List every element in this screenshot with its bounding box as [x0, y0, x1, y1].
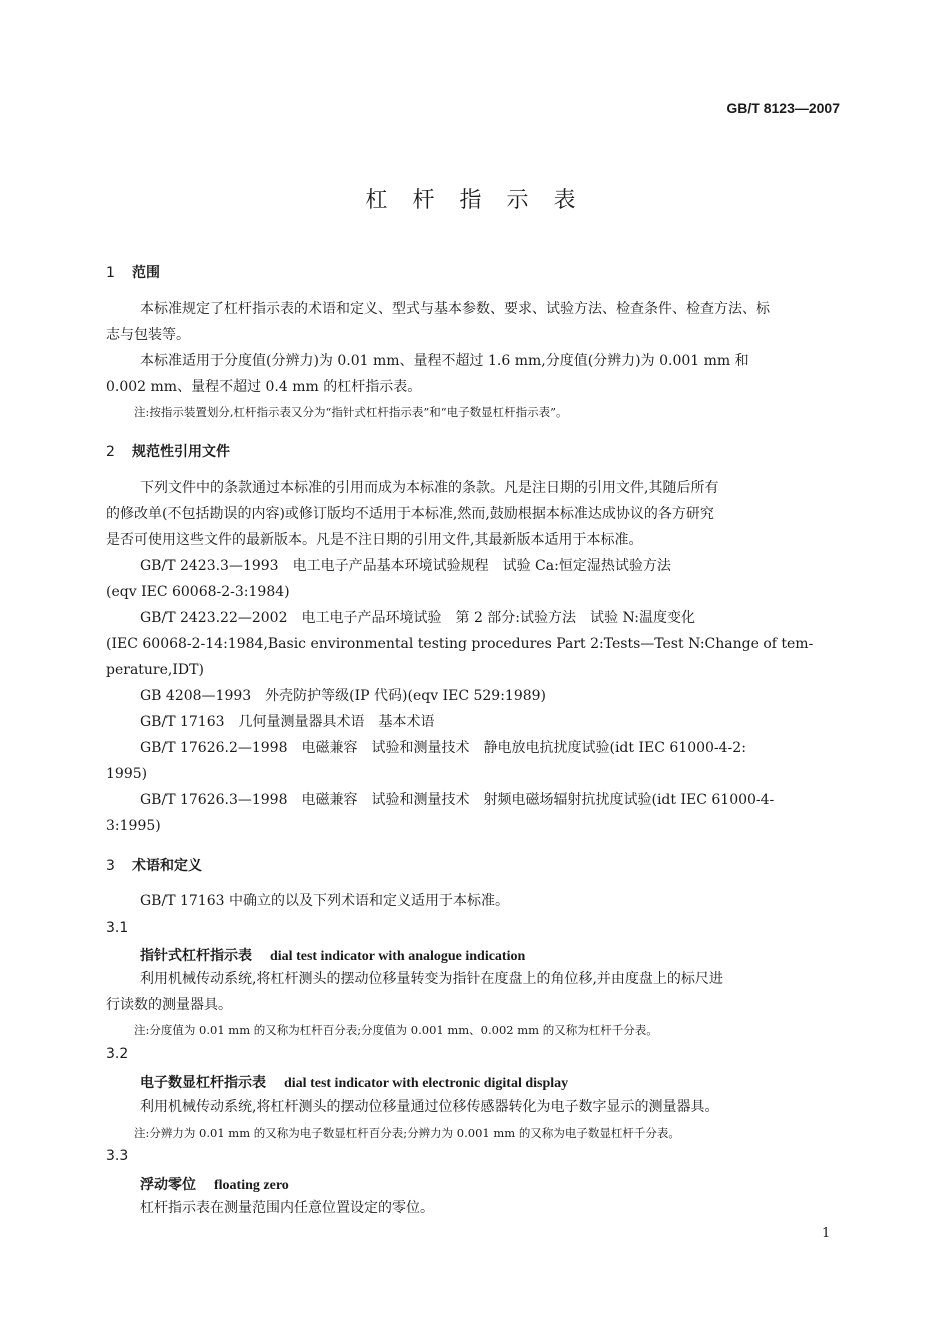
term-note: 注:分辨力为 0.01 mm 的又称为电子数显杠杆百分表;分辨力为 0.001 mm 的又称为电子数显杠杆千分表。	[134, 1126, 680, 1140]
section-number: 1	[106, 265, 115, 281]
text-line: 3:1995)	[106, 818, 161, 834]
text-line: 本标准适用于分度值(分辨力)为 0.01 mm、量程不超过 1.6 mm,分度值(分辨力)为 0.001 mm 和	[140, 353, 749, 369]
clause-number: 3.1	[106, 920, 129, 936]
section-1-heading	[106, 262, 160, 282]
section-number: 2	[106, 444, 115, 460]
text-line: 本标准规定了杠杆指示表的术语和定义、型式与基本参数、要求、试验方法、检查条件、检查方法、标	[140, 301, 770, 317]
term-zh: 浮动零位	[140, 1177, 196, 1193]
terms-intro	[106, 888, 842, 914]
text-line: GB/T 2423.3—1993 电工电子产品基本环境试验规程 试验 Ca:恒定湿热试验方法	[140, 558, 671, 574]
term-heading	[140, 1072, 568, 1092]
scope-paragraph-1	[106, 296, 842, 348]
text-line: perature,IDT)	[106, 662, 204, 678]
section-title: 术语和定义	[132, 858, 202, 874]
term-en: dial test indicator with electronic digital display	[284, 1076, 569, 1091]
term-definition	[106, 966, 842, 1018]
reference-item	[106, 683, 842, 709]
term-zh: 指针式杠杆指示表	[140, 948, 252, 964]
term-definition	[106, 1094, 842, 1120]
term-definition	[106, 1195, 842, 1221]
text-line: 1995)	[106, 766, 148, 782]
text-line: GB/T 17626.2—1998 电磁兼容 试验和测量技术 静电放电抗扰度试验(idt IEC 61000-4-2:	[140, 740, 746, 756]
text-line: GB/T 17626.3—1998 电磁兼容 试验和测量技术 射频电磁场辐射抗扰度试验(idt IEC 61000-4-	[140, 792, 775, 808]
standard-number: GB/T 8123—2007	[726, 100, 840, 116]
term-zh: 电子数显杠杆指示表	[140, 1075, 266, 1091]
scope-paragraph-2	[106, 348, 842, 400]
reference-item	[106, 787, 842, 839]
text-line: 利用机械传动系统,将杠杆测头的摆动位移量通过位移传感器转化为电子数字显示的测量器具。	[140, 1099, 719, 1115]
text-line: 行读数的测量器具。	[106, 997, 232, 1013]
clause-number: 3.2	[106, 1046, 129, 1062]
term-heading	[140, 1174, 289, 1194]
scope-note: 注:按指示装置划分,杠杆指示表又分为“指针式杠杆指示表”和“电子数显杠杆指示表”。	[134, 405, 568, 419]
section-title: 规范性引用文件	[132, 444, 230, 460]
text-line: 0.002 mm、量程不超过 0.4 mm 的杠杆指示表。	[106, 379, 422, 395]
text-line: GB/T 2423.22—2002 电工电子产品环境试验 第 2 部分:试验方法 试验 N:温度变化	[140, 610, 695, 626]
reference-item	[106, 553, 842, 605]
references-intro	[106, 475, 842, 553]
term-en: dial test indicator with analogue indication	[270, 949, 526, 964]
text-line: 下列文件中的条款通过本标准的引用而成为本标准的条款。凡是注日期的引用文件,其随后所有	[140, 480, 719, 496]
term-note: 注:分度值为 0.01 mm 的又称为杠杆百分表;分度值为 0.001 mm、0.002 mm 的又称为杠杆千分表。	[134, 1023, 658, 1037]
section-2-heading	[106, 441, 230, 461]
text-line: GB 4208—1993 外壳防护等级(IP 代码)(eqv IEC 529:1989)	[140, 688, 547, 704]
reference-item	[106, 735, 842, 787]
section-title: 范围	[132, 265, 160, 281]
section-number: 3	[106, 858, 115, 874]
text-line: 是否可使用这些文件的最新版本。凡是不注日期的引用文件,其最新版本适用于本标准。	[106, 532, 643, 548]
document-title: 杠 杆 指 示 表	[365, 188, 585, 213]
page-number: 1	[822, 1226, 831, 1241]
text-line: 的修改单(不包括勘误的内容)或修订版均不适用于本标准,然而,鼓励根据本标准达成协议的各方研究	[106, 506, 714, 522]
term-heading	[140, 945, 525, 965]
text-line: 利用机械传动系统,将杠杆测头的摆动位移量转变为指针在度盘上的角位移,并由度盘上的标尺进	[140, 971, 723, 987]
text-line: (eqv IEC 60068-2-3:1984)	[106, 584, 290, 600]
text-line: (IEC 60068-2-14:1984,Basic environmental testing procedures Part 2:Tests—Test N:Change of tem-	[106, 636, 814, 652]
clause-number: 3.3	[106, 1148, 129, 1164]
reference-item	[106, 605, 842, 683]
text-line: 志与包装等。	[106, 327, 190, 343]
text-line: GB/T 17163 中确立的以及下列术语和定义适用于本标准。	[140, 893, 509, 909]
text-line: GB/T 17163 几何量测量器具术语 基本术语	[140, 714, 435, 730]
term-en: floating zero	[214, 1178, 289, 1193]
reference-item	[106, 709, 842, 735]
text-line: 杠杆指示表在测量范围内任意位置设定的零位。	[140, 1200, 434, 1216]
section-3-heading	[106, 855, 202, 875]
